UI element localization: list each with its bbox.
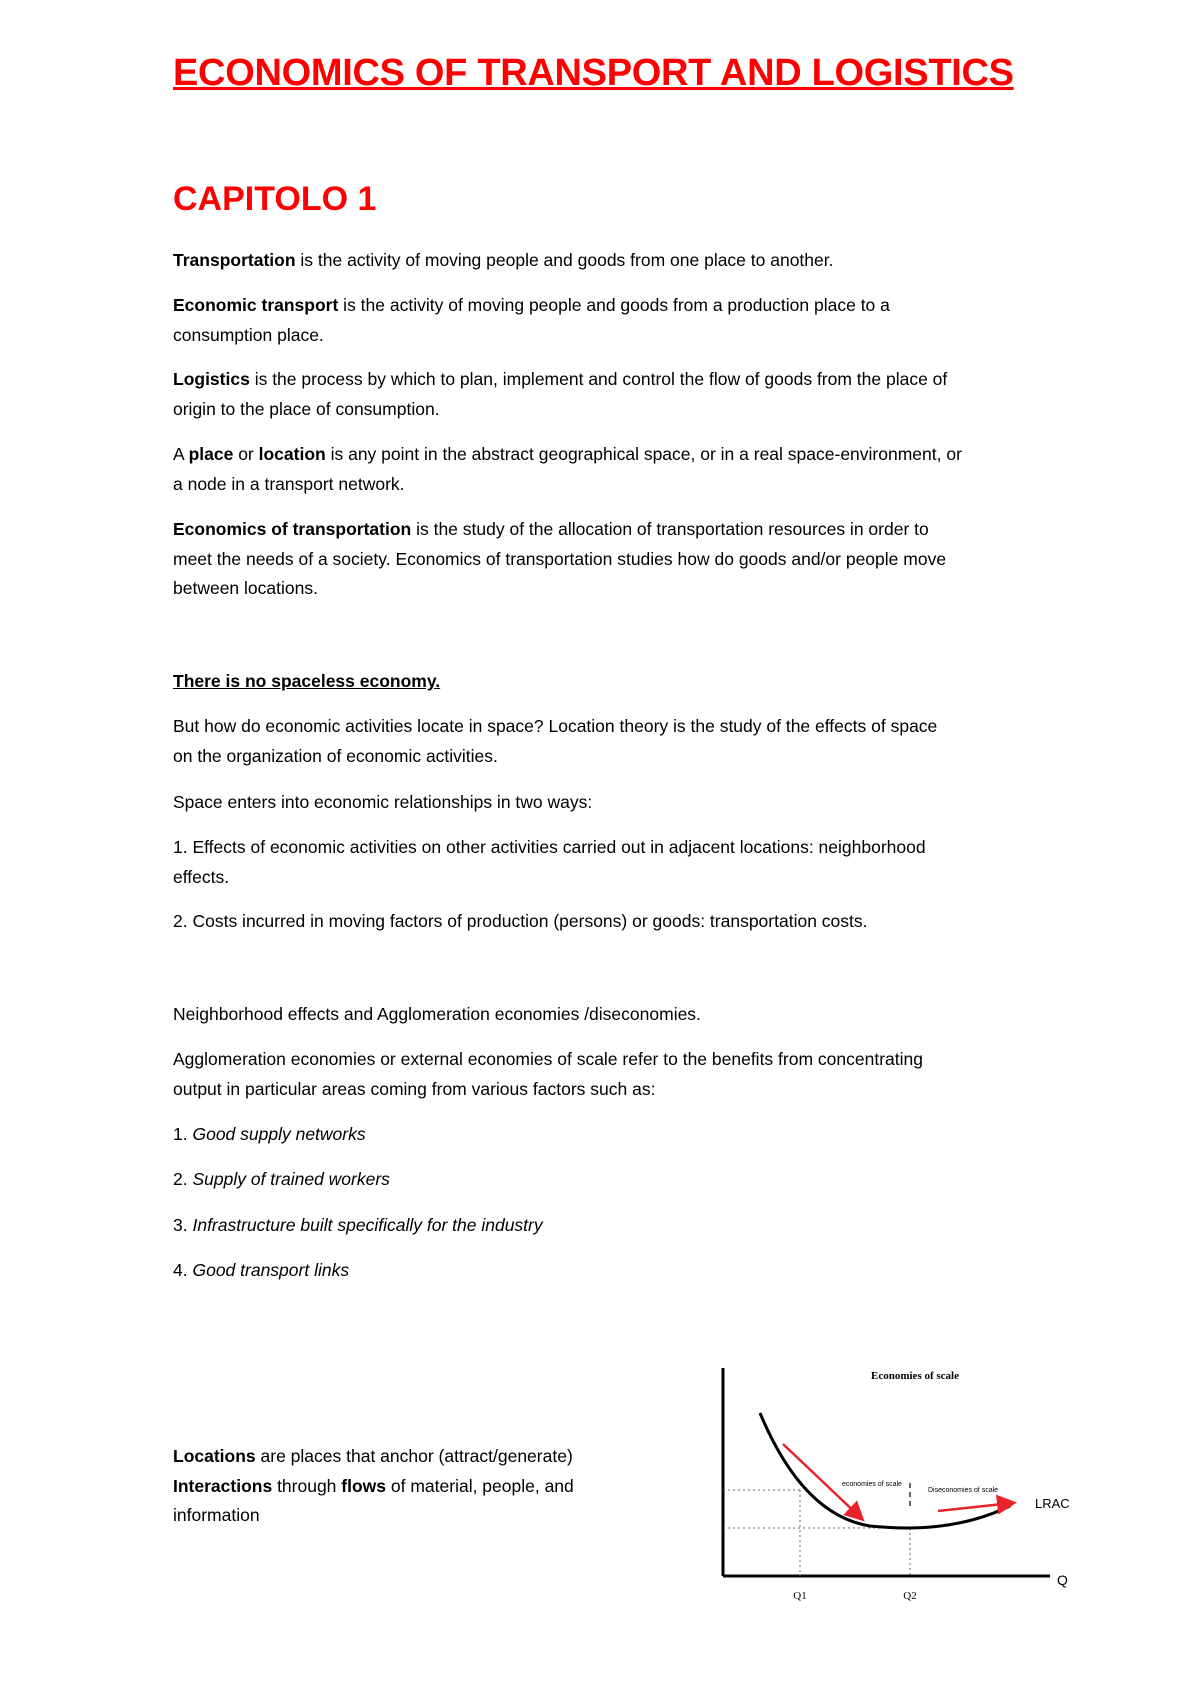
definition-economic-transport: Economic transport is the activity of moving people and goods from a production place to a consumption place. bbox=[173, 295, 890, 345]
chart-title: Economies of scale bbox=[871, 1370, 959, 1382]
term-logistics: Logistics bbox=[173, 369, 250, 389]
definition-transportation: Transportation is the activity of moving people and goods from one place to another. bbox=[173, 250, 834, 270]
series-label-lrac: LRAC bbox=[1035, 1496, 1070, 1511]
factor-item: 4. Good transport links bbox=[173, 1260, 350, 1280]
chapter-heading: CAPITOLO 1 bbox=[173, 180, 377, 218]
term-locations: Locations bbox=[173, 1446, 256, 1466]
paragraph-agglomeration: Agglomeration economies or external economies of scale refer to the benefits from concentrating output in particular areas coming from various factors such as: bbox=[173, 1049, 923, 1099]
economies-of-scale-chart bbox=[710, 1358, 1100, 1608]
factor-item: 1. Good supply networks bbox=[173, 1124, 366, 1144]
x-axis-label: Q bbox=[1057, 1572, 1068, 1588]
paragraph-locations-interactions: Locations are places that anchor (attract/generate) Interactions through flows of material, people, and information bbox=[173, 1446, 574, 1525]
paragraph-neighborhood-heading: Neighborhood effects and Agglomeration economies /diseconomies. bbox=[173, 1004, 701, 1024]
factor-item: 3. Infrastructure built specifically for the industry bbox=[173, 1215, 543, 1235]
list-item-transportation-costs: 2. Costs incurred in moving factors of production (persons) or goods: transportation costs. bbox=[173, 911, 868, 931]
section-heading-spaceless: There is no spaceless economy. bbox=[173, 671, 441, 691]
definition-economics-of-transportation: Economics of transportation is the study of the allocation of transportation resources in order to meet the needs of a society. Economics of transportation studies how do goods and/or people move between locations. bbox=[173, 519, 947, 598]
term-economic-transport: Economic transport bbox=[173, 295, 339, 315]
paragraph-space-enters: Space enters into economic relationships in two ways: bbox=[173, 792, 593, 812]
factor-item: 2. Supply of trained workers bbox=[173, 1169, 390, 1189]
lrac-curve bbox=[760, 1413, 1010, 1528]
tick-label-q1: Q1 bbox=[793, 1590, 807, 1602]
paragraph-location-theory: But how do economic activities locate in space? Location theory is the study of the effects of space on the organization of economic activities. bbox=[173, 716, 938, 766]
term-place: place bbox=[188, 444, 234, 464]
tick-label-q2: Q2 bbox=[903, 1590, 917, 1602]
term-location: location bbox=[258, 444, 326, 464]
annotation-economies: economies of scale bbox=[842, 1481, 902, 1488]
term-economics-of-transportation: Economics of transportation bbox=[173, 519, 412, 539]
definition-logistics: Logistics is the process by which to plan, implement and control the flow of goods from the place of origin to the place of consumption. bbox=[173, 369, 948, 419]
term-transportation: Transportation bbox=[173, 250, 296, 270]
document-title: ECONOMICS OF TRANSPORT AND LOGISTICS bbox=[173, 52, 1014, 94]
annotation-diseconomies: Diseconomies of scale bbox=[928, 1487, 999, 1494]
definition-place: A place or location is any point in the abstract geographical space, or in a real space-environment, or a node in a transport network. bbox=[173, 444, 962, 494]
list-item-neighborhood-effects: 1. Effects of economic activities on other activities carried out in adjacent locations: neighborhood effects. bbox=[173, 837, 926, 887]
term-flows: flows bbox=[341, 1475, 387, 1496]
term-interactions: Interactions bbox=[173, 1475, 273, 1496]
